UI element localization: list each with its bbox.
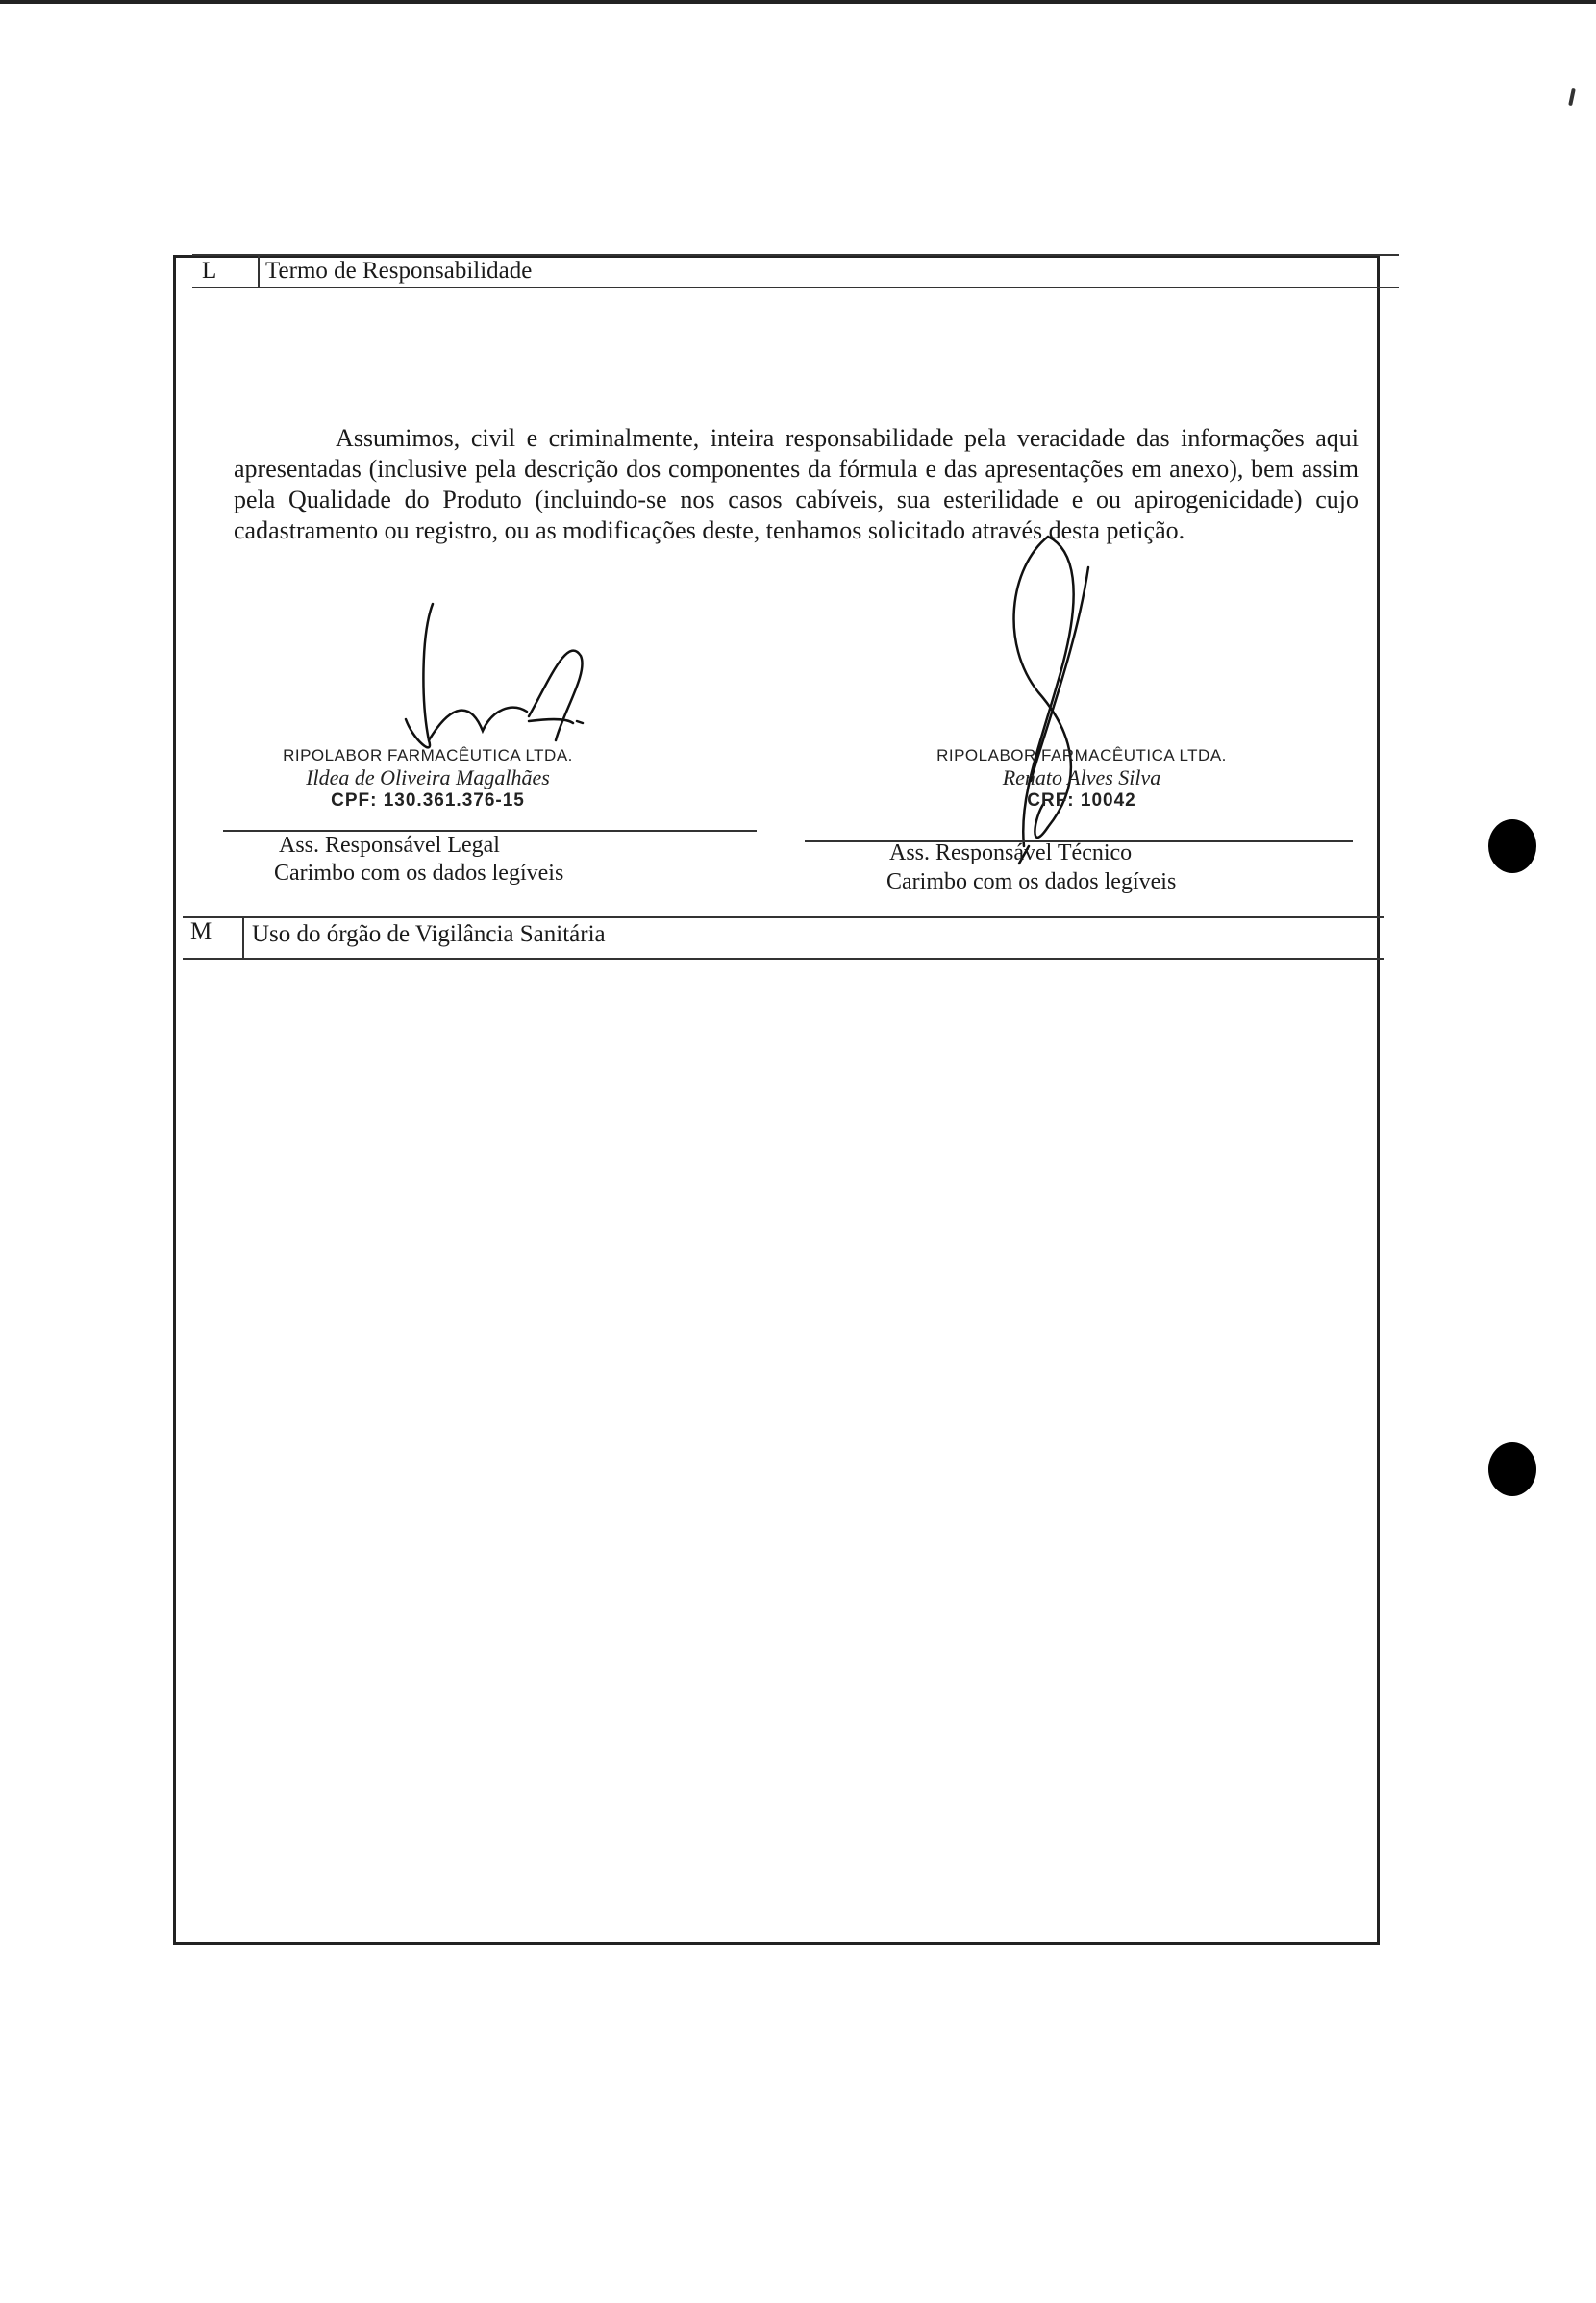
punch-hole-upper: [1488, 819, 1536, 873]
responsibility-statement: [234, 423, 1359, 546]
technical-caption-stamp: Carimbo com os dados legíveis: [886, 869, 1177, 894]
technical-stamp: [923, 746, 1240, 812]
section-m-top-rule: [183, 916, 1384, 918]
section-l-letter: L: [202, 258, 217, 284]
technical-stamp-document: CRF: 10042: [1027, 790, 1136, 811]
technical-stamp-name: Renato Alves Silva: [1002, 765, 1161, 789]
section-l-top-rule: [192, 254, 1399, 256]
technical-signature: [981, 529, 1115, 875]
legal-caption-role: Ass. Responsável Legal: [279, 833, 500, 858]
section-l-header-rule: [192, 287, 1399, 288]
scan-speck: [1568, 88, 1576, 106]
legal-stamp-document: CPF: 130.361.376-15: [331, 790, 525, 811]
technical-stamp-company: RIPOLABOR FARMACÊUTICA LTDA.: [936, 746, 1227, 764]
technical-caption-role: Ass. Responsável Técnico: [889, 840, 1133, 865]
section-m-letter: M: [190, 918, 212, 944]
section-m-title: Uso do órgão de Vigilância Sanitária: [252, 921, 606, 947]
punch-hole-lower: [1488, 1442, 1536, 1496]
section-m-divider: [242, 916, 244, 958]
section-m-header-rule: [183, 958, 1384, 960]
legal-stamp: [245, 746, 611, 812]
section-l-divider: [258, 254, 260, 287]
legal-stamp-company: RIPOLABOR FARMACÊUTICA LTDA.: [283, 746, 573, 764]
section-l-title: Termo de Responsabilidade: [265, 258, 533, 284]
legal-signature: [385, 596, 615, 769]
legal-stamp-name: Ildea de Oliveira Magalhães: [306, 765, 550, 789]
statement-text: Assumimos, civil e criminalmente, inteira responsabilidade pela veracidade das informações aqui apresentadas (inclusive pela descrição dos componentes da fórmula e das apresentações em anexo), bem assim pela Qualidade do Produto (incluindo-se nos casos cabíveis, sua esterilidade e ou apirogenicidade) cujo cadastramento ou registro, ou as modificações deste, tenhamos solicitado através desta petição.: [234, 424, 1359, 544]
scan-top-edge: [0, 0, 1596, 4]
legal-caption-stamp: Carimbo com os dados legíveis: [274, 861, 564, 886]
